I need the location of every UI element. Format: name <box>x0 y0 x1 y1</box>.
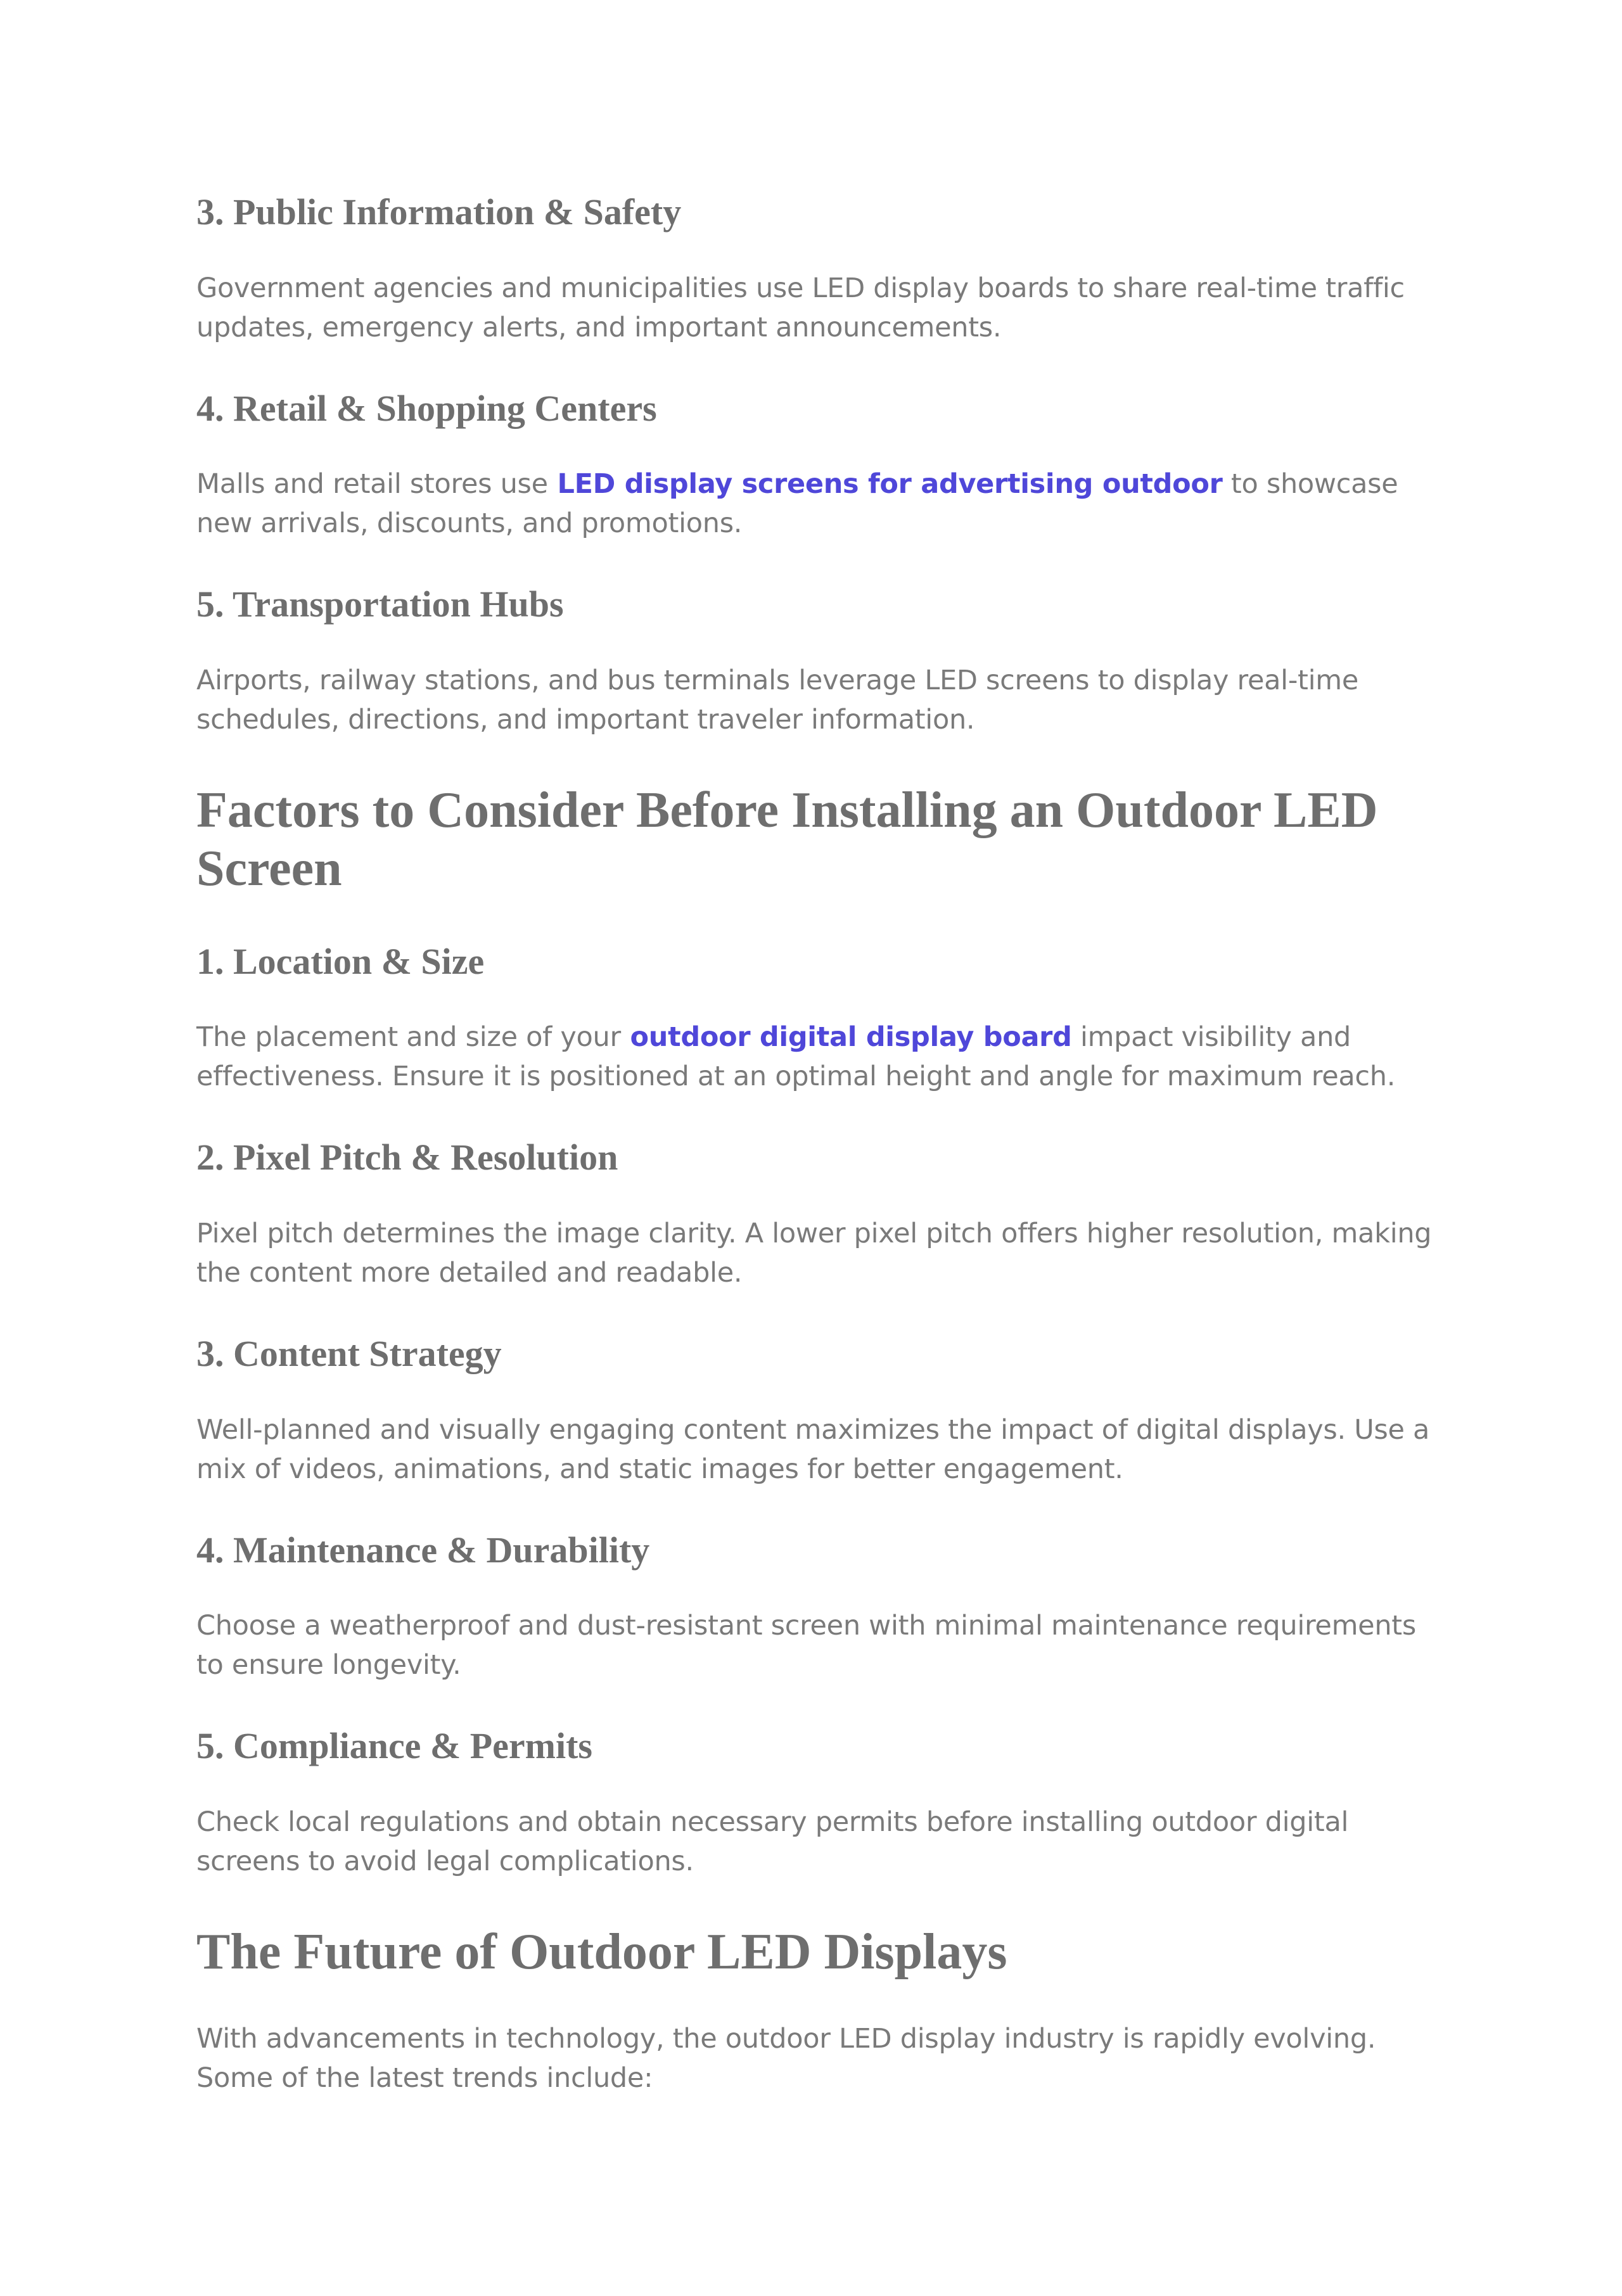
factor-text-compliance: Check local regulations and obtain necessary permits before installing outdoor digital screens to avoid legal complications. <box>196 1806 1349 1877</box>
section-heading-transportation: 5. Transportation Hubs <box>196 584 564 625</box>
factor-text-maintenance: Choose a weatherproof and dust-resistant screen with minimal maintenance requirements to ensure longevity. <box>196 1610 1416 1681</box>
section-heading-retail: 4. Retail & Shopping Centers <box>196 387 657 429</box>
future-text: With advancements in technology, the outdoor LED display industry is rapidly evolving. Some of the latest trends include: <box>196 2022 1376 2094</box>
document-page <box>196 190 1438 2098</box>
future-heading: The Future of Outdoor LED Displays <box>196 1923 1007 1980</box>
factor-heading-maintenance: 4. Maintenance & Durability <box>196 1529 650 1571</box>
retail-text-after: to showcase new arrivals, discounts, and promotions. <box>196 468 1398 540</box>
factors-heading: Factors to Consider Before Installing an Outdoor LED Screen <box>196 782 1378 896</box>
section-text-transportation: Airports, railway stations, and bus terminals leverage LED screens to display real-time schedules, directions, and important traveler information. <box>196 664 1358 736</box>
factor-heading-location: 1. Location & Size <box>196 940 485 982</box>
led-advertising-link[interactable]: LED display screens for advertising outdoor <box>547 468 1223 501</box>
section-text-public-information: Government agencies and municipalities use LED display boards to share real-time traffic updates, emergency alerts, and important announcements. <box>196 272 1405 343</box>
factor-text-pixel-pitch: Pixel pitch determines the image clarity. A lower pixel pitch offers higher resolution, making the content more detailed and readable. <box>196 1217 1432 1289</box>
factor-heading-content-strategy: 3. Content Strategy <box>196 1332 502 1374</box>
factor-heading-compliance: 5. Compliance & Permits <box>196 1725 592 1767</box>
factor-heading-pixel-pitch: 2. Pixel Pitch & Resolution <box>196 1137 618 1178</box>
location-text-after: impact visibility and effectiveness. Ensure it is positioned at an optimal height and angle for maximum reach. <box>196 1021 1396 1093</box>
location-text-before: The placement and size of your <box>196 1021 621 1054</box>
factor-text-location <box>196 1017 1438 1096</box>
section-text-retail <box>196 464 1438 543</box>
retail-text-before: Malls and retail stores use <box>196 468 548 501</box>
outdoor-display-board-link[interactable]: outdoor digital display board <box>620 1021 1072 1054</box>
factor-text-content-strategy: Well-planned and visually engaging content maximizes the impact of digital displays. Use a mix of videos, animations, and static images for better engagement. <box>196 1413 1430 1485</box>
section-heading-public-information: 3. Public Information & Safety <box>196 191 682 233</box>
